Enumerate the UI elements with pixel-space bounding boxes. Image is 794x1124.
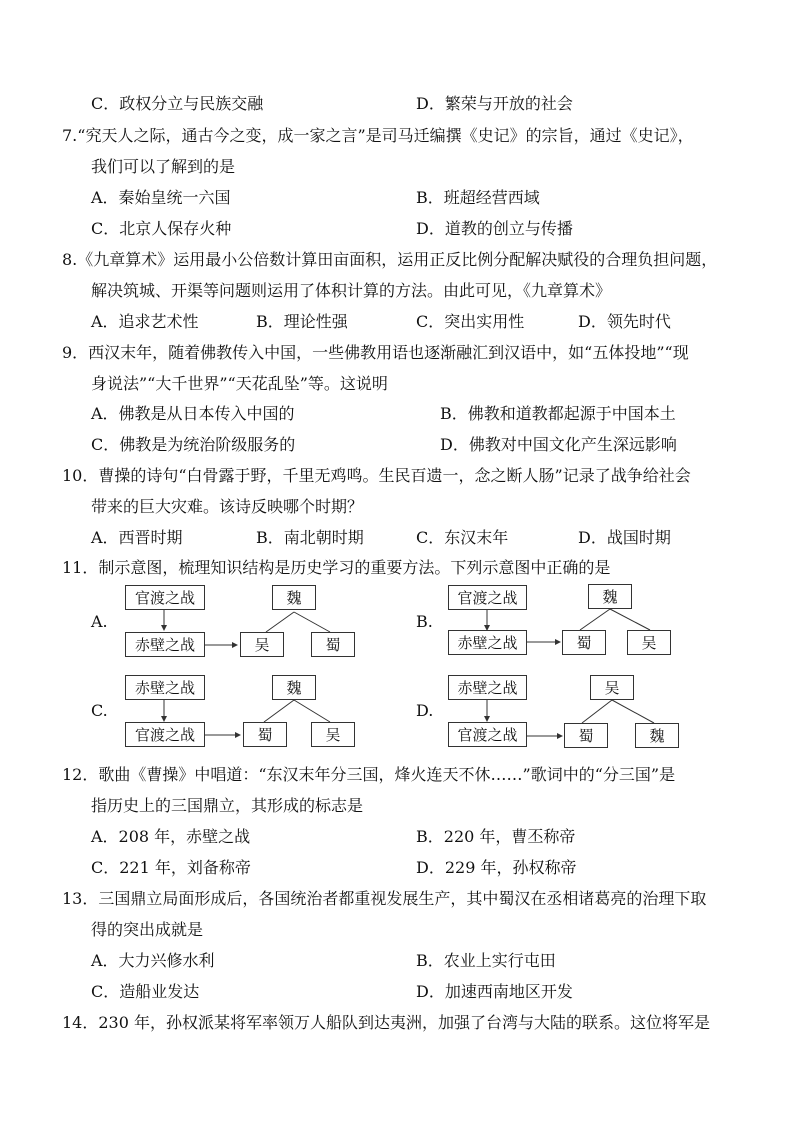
q12-option-d: D．229 年，孙权称帝 xyxy=(416,858,577,877)
q13-option-c: C．造船业发达 xyxy=(91,982,200,1001)
q7-option-d: D．道教的创立与传播 xyxy=(416,219,573,238)
q13-option-d: D．加速西南地区开发 xyxy=(416,982,573,1001)
q13-option-a: A．大力兴修水利 xyxy=(91,951,215,970)
q13-stem-line2: 得的突出成就是 xyxy=(91,920,204,939)
q6-option-c: C．政权分立与民族交融 xyxy=(91,94,264,113)
q8-option-a: A．追求艺术性 xyxy=(91,312,199,331)
q11-diagram-a-battle2: 赤壁之战 xyxy=(125,632,205,657)
q9-option-b: B．佛教和道教都起源于中国本土 xyxy=(440,404,676,423)
q11-diagram-a-top: 魏 xyxy=(272,585,316,610)
q10-option-b: B．南北朝时期 xyxy=(256,528,364,547)
q11-diagram-d-battle2: 官渡之战 xyxy=(448,722,527,747)
q11-diagram-c-right: 吴 xyxy=(311,722,355,747)
q11-diagram-b-label: B. xyxy=(416,612,433,631)
q10-stem-line2: 带来的巨大灾难。该诗反映哪个时期？ xyxy=(91,497,364,516)
q9-stem-line1: 9．西汉末年，随着佛教传入中国，一些佛教用语也逐渐融汇到汉语中，如“五体投地”“现 xyxy=(62,343,689,362)
q10-stem-line1: 10．曹操的诗句“白骨露于野，千里无鸡鸣。生民百遗一，念之断人肠”记录了战争给社会 xyxy=(62,466,691,485)
q9-option-d: D．佛教对中国文化产生深远影响 xyxy=(440,435,677,454)
q8-option-d: D．领先时代 xyxy=(578,312,671,331)
q9-option-a: A．佛教是从日本传入中国的 xyxy=(91,404,295,423)
q10-option-d: D．战国时期 xyxy=(578,528,671,547)
q7-stem-line1: 7.“究天人之际，通古今之变，成一家之言”是司马迁编撰《史记》的宗旨，通过《史记》， xyxy=(62,126,694,145)
q12-stem-line1: 12．歌曲《曹操》中唱道：“东汉末年分三国，烽火连天不休……”歌词中的“分三国”是 xyxy=(62,765,676,784)
q11-diagram-b-right: 吴 xyxy=(627,630,671,655)
q11-diagram-a-battle1: 官渡之战 xyxy=(125,585,205,610)
q11-diagram-a-left: 吴 xyxy=(240,632,284,657)
q11-diagram-a-right: 蜀 xyxy=(311,632,355,657)
q12-option-a: A．208 年，赤壁之战 xyxy=(91,827,251,846)
q8-stem-line2: 解决筑城、开渠等问题则运用了体积计算的方法。由此可见，《九章算术》 xyxy=(91,281,612,300)
q14-stem-line1: 14．230 年，孙权派某将军率领万人船队到达夷洲，加强了台湾与大陆的联系。这位将军是 xyxy=(62,1013,710,1032)
q7-stem-line2: 我们可以了解到的是 xyxy=(91,157,236,176)
q12-option-b: B．220 年，曹丕称帝 xyxy=(416,827,576,846)
q12-option-c: C．221 年，刘备称帝 xyxy=(91,858,251,877)
q11-diagram-c-label: C. xyxy=(91,701,108,720)
q8-option-c: C．突出实用性 xyxy=(416,312,525,331)
q11-diagram-b-top: 魏 xyxy=(588,584,632,609)
q9-option-c: C．佛教是为统治阶级服务的 xyxy=(91,435,296,454)
q11-diagram-a-label: A. xyxy=(91,612,108,631)
q8-option-b: B．理论性强 xyxy=(256,312,348,331)
q11-stem-line1: 11．制示意图，梳理知识结构是历史学习的重要方法。下列示意图中正确的是 xyxy=(62,558,611,577)
q11-diagram-d-label: D. xyxy=(416,701,434,720)
q11-diagram-b-battle1: 官渡之战 xyxy=(448,585,527,610)
q10-option-c: C．东汉末年 xyxy=(416,528,509,547)
q11-diagram-b-left: 蜀 xyxy=(562,630,606,655)
q8-stem-line1: 8.《九章算术》运用最小公倍数计算田亩面积，运用正反比例分配解决赋役的合理负担问题， xyxy=(62,250,718,269)
q11-diagram-c-top: 魏 xyxy=(272,675,316,700)
q10-option-a: A．西晋时期 xyxy=(91,528,183,547)
q7-option-a: A．秦始皇统一六国 xyxy=(91,188,231,207)
q13-option-b: B．农业上实行屯田 xyxy=(416,951,556,970)
q11-diagram-d-left: 蜀 xyxy=(564,723,608,748)
q11-diagram-d-top: 吴 xyxy=(590,675,634,700)
q11-diagram-c-left: 蜀 xyxy=(243,722,287,747)
q7-option-c: C．北京人保存火种 xyxy=(91,219,232,238)
q11-diagram-d-right: 魏 xyxy=(635,723,679,748)
q11-diagram-c-battle1: 赤壁之战 xyxy=(125,675,205,700)
q9-stem-line2: 身说法”“大千世界”“天花乱坠”等。这说明 xyxy=(91,374,388,393)
q11-diagram-c-battle2: 官渡之战 xyxy=(125,722,205,747)
q6-option-d: D．繁荣与开放的社会 xyxy=(416,94,573,113)
q11-diagram-d-battle1: 赤壁之战 xyxy=(448,675,527,700)
q12-stem-line2: 指历史上的三国鼎立，其形成的标志是 xyxy=(91,796,364,815)
q13-stem-line1: 13．三国鼎立局面形成后，各国统治者都重视发展生产，其中蜀汉在丞相诸葛亮的治理下取 xyxy=(62,889,707,908)
q7-option-b: B．班超经营西域 xyxy=(416,188,540,207)
q11-diagram-b-battle2: 赤壁之战 xyxy=(448,630,527,655)
